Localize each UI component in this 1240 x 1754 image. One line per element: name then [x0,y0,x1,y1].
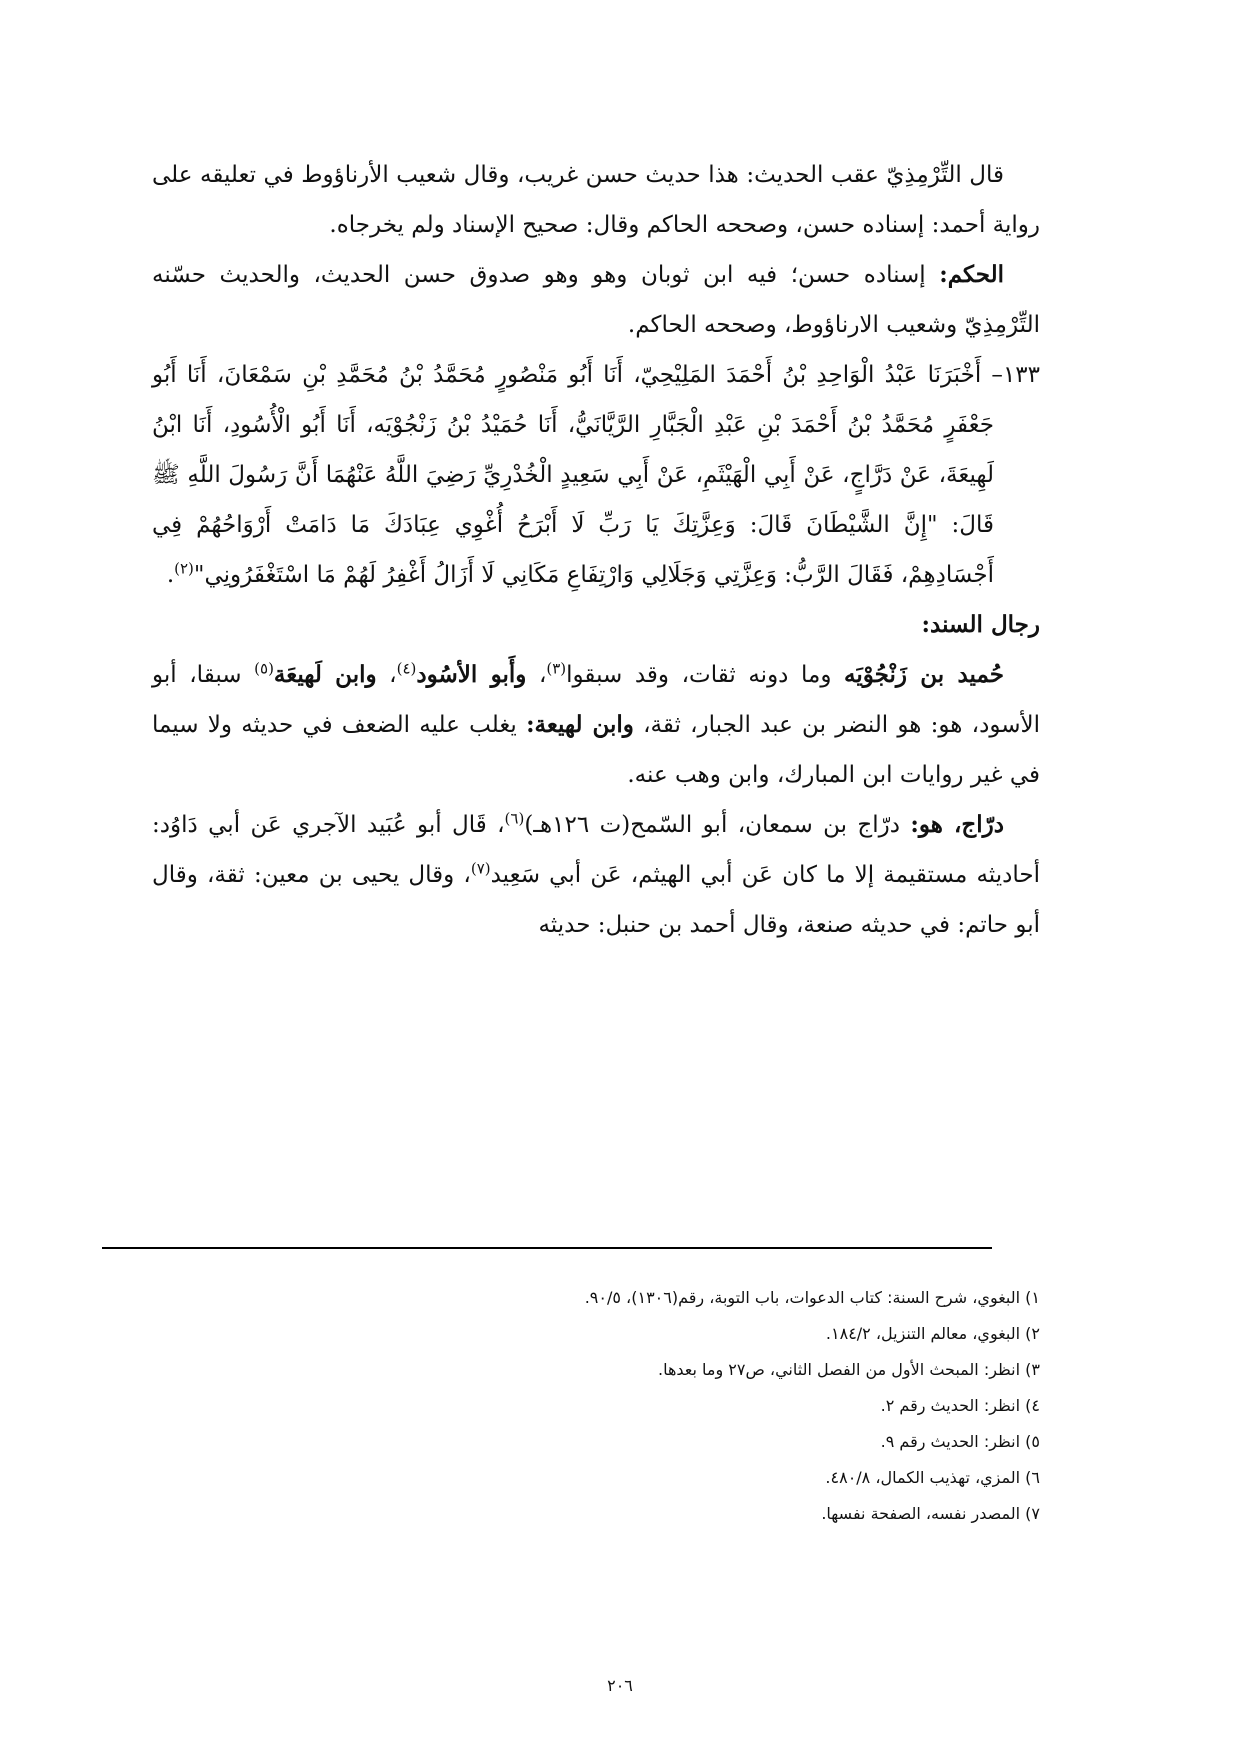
paragraph-ruling [152,250,1040,350]
narrator-darraj: درّاج، هو: [910,811,1004,838]
footnote-5: ٥) انظر: الحديث رقم ٩. [880,1432,1040,1451]
footnote-1: ١) البغوي، شرح السنة: كتاب الدعوات، باب التوبة، رقم(١٣٠٦)، ٩٠/٥. [584,1288,1040,1307]
hadith-text: ١٣٣– أَخْبَرَنَا عَبْدُ الْوَاحِدِ بْنُ أَحْمَدَ المَلِيْحِيّ، أَنَا أَبُو مَنْصُورٍ مُحَمَّدُ بْنُ مُحَمَّدِ بْنِ سَمْعَانَ، أَنَا أَبُو جَعْفَرٍ مُحَمَّدُ بْنُ أَحْمَدَ بْنِ عَبْدِ الْجَبَّارِ الرَّيَّانَيُّ، أَنَا حُمَيْدُ بْنُ زَنْجُوْيَه، أَنَا أَبُو الْأُسُودِ، أَنَا ابْنُ لَهِيعَةَ، عَنْ دَرَّاجٍ، عَنْ أَبِي الْهَيْثَمِ، عَنْ أَبِي سَعِيدٍ الْخُدْرِيِّ رَضِيَ اللَّهُ عَنْهُمَا أَنَّ رَسُولَ اللَّهِ ﷺ قَالَ: "إِنَّ الشَّيْطَانَ قَالَ: وَعِزَّتِكَ يَا رَبِّ لَا أَبْرَحُ أُغْوِي عِبَادَكَ مَا دَامَتْ أَرْوَاحُهُمْ فِي أَجْسَادِهِمْ، فَقَالَ الرَّبُّ: وَعِزَّتِي وَجَلَالِي وَارْتِفَاعِ مَكَانِي لَا أَزَالُ أَغْفِرُ لَهُمْ مَا اسْتَغْفَرُونِي" [152,362,1040,588]
narrator-ibn-lahia: وابن لَهيعَة [273,661,377,688]
footnote-ref-2[interactable]: (٢) [174,559,194,578]
footnotes [152,1280,1040,1532]
text: درّاج بن سمعان، أبو السّمح(ت ١٢٦هـ) [524,812,911,838]
narrator-ibn-lahia-label: وابن لهيعة: [526,711,634,738]
footnote-2: ٢) البغوي، معالم التنزيل، ١٨٤/٢. [825,1324,1040,1343]
paragraph-darraj [152,800,1040,950]
footnote-ref-4[interactable]: (٤) [396,659,417,678]
footnote-ref-7[interactable]: (٧) [470,859,491,878]
footnote-6: ٦) المزي، تهذيب الكمال، ٤٨٠/٨. [825,1468,1040,1487]
footnote-divider [102,1247,992,1249]
footnote-ref-5[interactable]: (٥) [254,659,274,678]
narrator-abu-al-aswad: وأَبو الأسُود [416,661,527,688]
hadith-end: . [166,562,175,588]
text: ، [376,662,397,688]
hadith-133 [152,350,1040,600]
ruling-text: إسناده حسن؛ فيه ابن ثوبان وهو وهو صدوق حسن الحديث، والحديث حسّنه التِّرْمِذِيّ وشعيب الارناؤوط، وصححه الحاكم. [152,262,1040,338]
paragraph-tirmidhi-comment: قال التِّرْمِذِيّ عقب الحديث: هذا حديث حسن غريب، وقال شعيب الأرناؤوط في تعليقه على رواية أحمد: إسناده حسن، وصححه الحاكم وقال: صحيح الإسناد ولم يخرجاه. [152,162,1040,238]
footnote-3: ٣) انظر: المبحث الأول من الفصل الثاني، ص٢٧ وما بعدها. [657,1360,1040,1379]
heading-text: رجال السند: [921,611,1040,638]
paragraph-narrators [152,650,1040,800]
text: ، وقال يحيى بن معين: ثقة، وقال أبو حاتم: في حديثه صنعة، وقال أحمد بن حنبل: حديثه [152,862,1040,938]
page-number: ٢٠٦ [607,1676,633,1695]
text: ، قَال أبو عُبَيد الآجري عَن أبي دَاوُد: أحاديثه مستقيمة إلا ما كان عَن أبي الهيثم، عَن أبي سَعِيد [152,812,1040,888]
text: سبقا، أبو الأسود، هو: هو النضر بن عبد الجبار، ثقة، [152,662,1040,738]
ruling-label: الحكم: [939,261,1004,288]
footnote-7: ٧) المصدر نفسه، الصفحة نفسها. [821,1504,1040,1523]
main-text [152,150,1040,950]
text: ، [526,662,547,688]
footnote-ref-6[interactable]: (٦) [504,809,525,828]
footnote-ref-3[interactable]: (٣) [546,659,567,678]
narrator-humaid: حُميد بن زَنْجُوْيَه [844,661,1005,688]
footnote-4: ٤) انظر: الحديث رقم ٢. [880,1396,1040,1415]
text: وما دونه ثقات، وقد سبقوا [566,662,845,688]
text: يغلب عليه الضعف في حديثه ولا سيما في غير روايات ابن المبارك، وابن وهب عنه. [152,712,1040,788]
section-heading-isnad-narrators [152,600,1040,650]
